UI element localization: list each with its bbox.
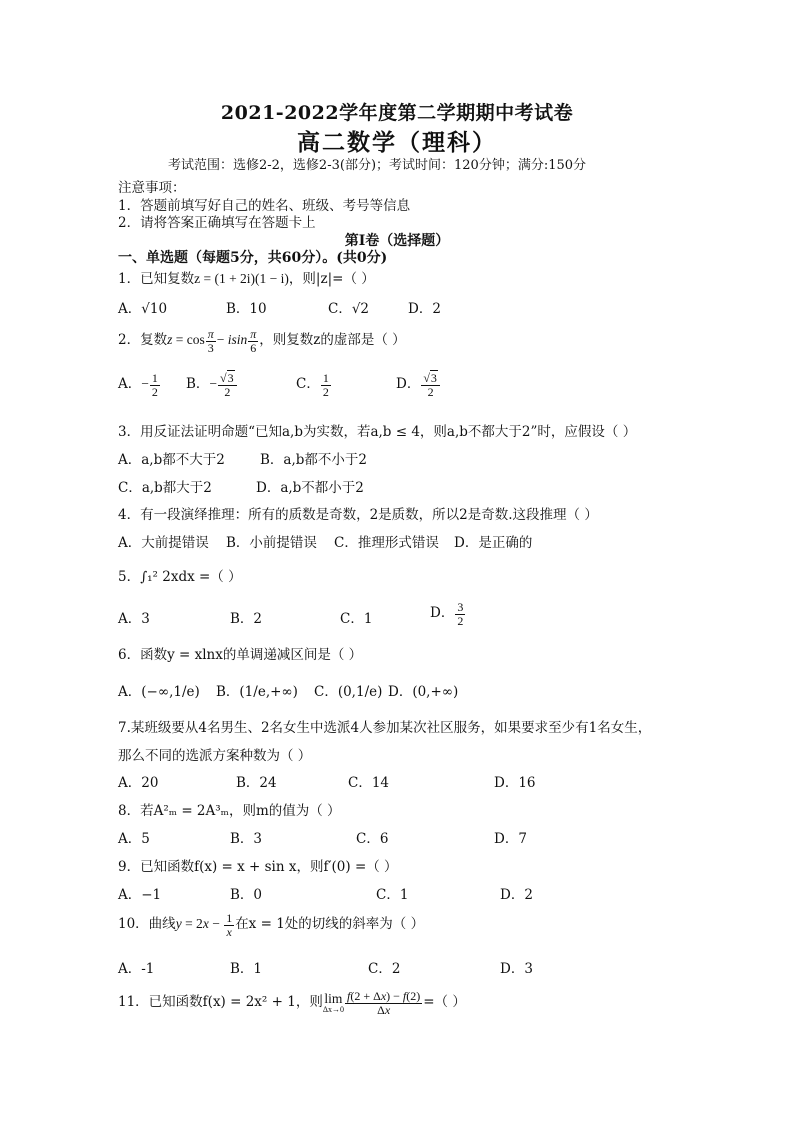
q10-option-c: C．2 <box>368 961 401 977</box>
q1-option-d: D．2 <box>408 301 441 317</box>
q4-option-c: C．推理形式错误 <box>334 535 439 551</box>
q10-suffix: 在x = 1处的切线的斜率为（ ） <box>235 916 425 933</box>
question-11 <box>118 990 466 1016</box>
q2-option-c: C． $\frac{1}{2}$ <box>296 371 329 399</box>
exam-subject: 高二数学（理科） <box>297 129 497 156</box>
q7-option-d: D．16 <box>494 775 536 791</box>
q7-option-c: C．14 <box>348 775 390 791</box>
q4-option-d: D．是正确的 <box>454 535 533 551</box>
q3-option-c: C．a,b都大于2 <box>118 480 212 496</box>
q8-option-c: C．6 <box>356 831 389 847</box>
q11-prefix: 11．已知函数f(x) = 2x² + 1，则 <box>118 994 323 1011</box>
exam-title: 2021-2022学年度第二学期期中考试卷 <box>220 102 574 124</box>
q1-expr: z = (1 + 2i)(1 − i) <box>194 271 289 286</box>
q5-option-c: C．1 <box>340 611 373 627</box>
question-9: 9．已知函数f(x) = x + sin x，则f′(0) =（ ） <box>118 859 398 875</box>
question-6: 6．函数y = xlnx的单调递减区间是（ ） <box>118 647 363 663</box>
q6-option-c: C．(0,1/e) <box>314 684 383 700</box>
q11-limit: lim Δx→0 $\frac{f(2 + \Delta x) - f(2)}{\Delta x}$ <box>322 989 421 1017</box>
q10-expr: y = 2x − $\frac{1}{x}$ <box>175 911 233 939</box>
q8-option-b: B．3 <box>230 831 263 847</box>
question-10 <box>118 912 424 938</box>
q6-option-b: B．(1/e,+∞) <box>216 684 298 700</box>
q10-option-d: D．3 <box>500 961 533 977</box>
q10-prefix: 10．曲线 <box>118 916 176 933</box>
q1-option-a: A．√10 <box>118 301 168 317</box>
question-2 <box>118 328 406 354</box>
q2-option-a: A．− $\frac{1}{2}$ <box>118 371 158 399</box>
q4-option-a: A．大前提错误 <box>118 535 209 551</box>
q2-prefix: 2．复数 <box>118 332 168 349</box>
notes-heading: 注意事项： <box>118 180 186 196</box>
q5-option-d: D． $\frac{3}{2}$ <box>430 600 464 628</box>
q9-option-a: A．−1 <box>118 887 162 903</box>
question-5: 5．∫₁² 2xdx =（ ） <box>118 569 242 585</box>
q2-option-b: B．− $\frac{√3}{2}$ <box>186 372 238 398</box>
q2-expr: z = cos $\frac{\pi}{3}$ − isin $\frac{\pi}{6}$ <box>167 327 257 355</box>
q1-option-b: B．10 <box>226 301 267 317</box>
q1-option-c: C．√2 <box>328 301 370 317</box>
exam-info: 考试范围：选修2-2，选修2-3(部分)；考试时间：120分钟；满分:150分 <box>168 158 587 173</box>
volume-heading: 第I卷（选择题） <box>344 233 450 249</box>
q7-option-b: B．24 <box>236 775 277 791</box>
q10-option-a: A．-1 <box>118 961 155 977</box>
q7-option-a: A．20 <box>118 775 159 791</box>
question-7-line-1: 7.某班级要从4名男生、2名女生中选派4人参加某次社区服务，如果要求至少有1名女生， <box>118 720 652 736</box>
note-item-1: 1．答题前填写好自己的姓名、班级、考号等信息 <box>118 198 411 214</box>
q4-option-b: B．小前提错误 <box>226 535 317 551</box>
q9-option-b: B．0 <box>230 887 263 903</box>
q2-suffix: ，则复数z的虚部是（ ） <box>259 332 406 349</box>
q1-prefix: 1．已知复数 <box>118 271 195 287</box>
q8-option-d: D．7 <box>494 831 527 847</box>
q6-option-a: A．(−∞,1/e) <box>118 684 200 700</box>
q9-option-c: C．1 <box>376 887 409 903</box>
q2-option-d: D． $\frac{√3}{2}$ <box>396 372 441 398</box>
question-7-line-2: 那么不同的选派方案种数为（ ） <box>118 748 312 764</box>
q10-option-b: B．1 <box>230 961 263 977</box>
q3-option-b: B．a,b都不小于2 <box>260 452 367 468</box>
q11-suffix: =（ ） <box>423 994 466 1011</box>
q9-option-d: D．2 <box>500 887 533 903</box>
part-heading: 一、单选题（每题5分，共60分）。(共0分) <box>118 250 388 266</box>
q3-option-a: A．a,b都不大于2 <box>118 452 225 468</box>
q1-suffix: ，则|z|=（ ） <box>288 271 375 287</box>
question-1 <box>118 267 375 287</box>
question-3: 3．用反证法证明命题“已知a,b为实数，若a,b ≤ 4，则a,b不都大于2”时，应假设（ ） <box>118 424 637 440</box>
question-4: 4．有一段演绎推理：所有的质数是奇数，2是质数，所以2是奇数.这段推理（ ） <box>118 507 598 523</box>
q5-option-a: A．3 <box>118 611 150 627</box>
q5-option-b: B．2 <box>230 611 263 627</box>
note-item-2: 2．请将答案正确填写在答题卡上 <box>118 215 316 231</box>
question-8: 8．若A²ₘ = 2A³ₘ，则m的值为（ ） <box>118 803 341 819</box>
q3-option-d: D．a,b不都小于2 <box>256 480 364 496</box>
q8-option-a: A．5 <box>118 831 150 847</box>
q6-option-d: D．(0,+∞) <box>388 684 459 700</box>
